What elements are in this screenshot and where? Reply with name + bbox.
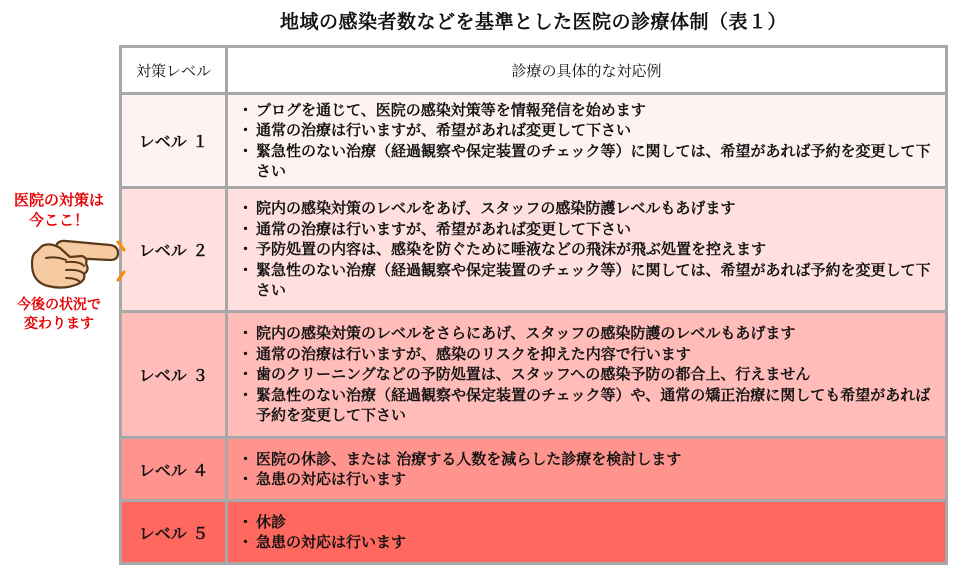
level-description — [227, 501, 947, 564]
list-item: ・ 緊急性のない治療（経過観察や保定装置のチェック等）に関しては、希望があれば予約を変更して下さい — [238, 260, 935, 301]
level-label: レベル １ — [121, 94, 227, 188]
table-header-row — [121, 47, 947, 94]
table-row-level-1 — [121, 94, 947, 188]
level-description — [227, 438, 947, 501]
list-item: ・ 急患の対応は行います — [238, 469, 935, 490]
level-table — [119, 45, 948, 565]
page-title: 地域の感染者数などを基準とした医院の診療体制（表１） — [279, 11, 787, 33]
level-label: レベル ２ — [121, 188, 227, 312]
list-item: ・ 通常の治療は行いますが、希望があれば変更して下さい — [238, 120, 935, 141]
callout-bottom-text — [0, 296, 118, 334]
table-row-level-4 — [121, 438, 947, 501]
list-item: ・ 院内の感染対策のレベルをあげ、スタッフの感染防護レベルもあげます — [238, 198, 935, 219]
level-label: レベル ５ — [121, 501, 227, 564]
list-item: ・ 緊急性のない治療（経過観察や保定装置のチェック等）に関しては、希望があれば予約を変更して下さい — [238, 141, 935, 182]
level-description — [227, 94, 947, 188]
table-row-level-2 — [121, 188, 947, 312]
list-item: ・ 通常の治療は行いますが、希望があれば変更して下さい — [238, 219, 935, 240]
callout-line-3: 今後の状況で — [17, 297, 101, 313]
pointing-hand-icon — [26, 236, 126, 292]
callout-top-text — [0, 190, 118, 230]
level-label: レベル ３ — [121, 312, 227, 438]
callout-line-2: 今ここ！ — [28, 211, 89, 229]
list-item: ・ 院内の感染対策のレベルをさらにあげ、スタッフの感染防護のレベルもあげます — [238, 323, 935, 344]
list-item: ・ 急患の対応は行います — [238, 532, 935, 553]
header-description: 診療の具体的な対応例 — [227, 47, 947, 94]
level-description — [227, 312, 947, 438]
list-item: ・ 予防処置の内容は、感染を防ぐために唾液などの飛沫が飛ぶ処置を控えます — [238, 239, 935, 260]
level-label: レベル ４ — [121, 438, 227, 501]
header-level: 対策レベル — [121, 47, 227, 94]
list-item: ・ 歯のクリーニングなどの予防処置は、スタッフへの感染予防の都合上、行えません — [238, 364, 935, 385]
table-row-level-5 — [121, 501, 947, 564]
list-item: ・ 緊急性のない治療（経過観察や保定装置のチェック等）や、通常の矯正治療に関しても希望があれば予約を変更して下さい — [238, 385, 935, 426]
callout-line-4: 変わります — [24, 316, 94, 332]
level-description — [227, 188, 947, 312]
callout-line-1: 医院の対策は — [13, 191, 104, 209]
list-item: ・ ブログを通じて、医院の感染対策等を情報発信を始めます — [238, 100, 935, 121]
table-row-level-3 — [121, 312, 947, 438]
list-item: ・ 通常の治療は行いますが、感染のリスクを抑えた内容で行います — [238, 344, 935, 365]
list-item: ・ 休診 — [238, 512, 935, 533]
list-item: ・ 医院の休診、または 治療する人数を減らした診療を検討します — [238, 449, 935, 470]
